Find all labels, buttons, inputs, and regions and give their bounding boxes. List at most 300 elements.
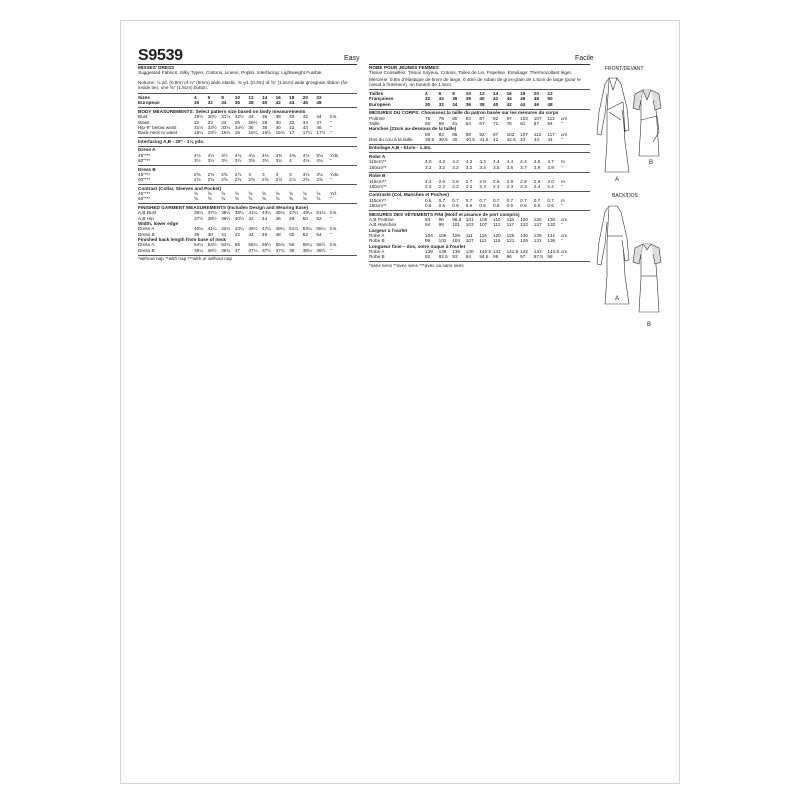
- value-cell: 40: [452, 136, 458, 142]
- pattern-code: S9539: [138, 47, 183, 64]
- value-cell: 4⅛: [248, 152, 255, 158]
- value-cell: 3¾: [275, 157, 283, 163]
- value-cell: 130: [547, 216, 556, 222]
- value-cell: ⅝: [261, 196, 266, 202]
- value-cell: 4⅜: [289, 152, 296, 158]
- dos-row: [369, 137, 590, 142]
- value-cell: 81: [520, 120, 526, 126]
- value-cell: 2⅝: [207, 177, 215, 183]
- value-cell: 83: [465, 115, 471, 121]
- value-cell: 36: [465, 101, 471, 107]
- value-cell: 32½: [234, 114, 244, 120]
- value-cell: 3¾: [261, 157, 269, 163]
- unit-cell: ": [329, 130, 332, 136]
- value-cell: 58: [438, 120, 444, 126]
- right-footnote: *sans sens **avec sens ***avec ou sans sens: [369, 261, 590, 268]
- right-title: ROBE POUR JEUNES FEMMES: [369, 65, 439, 70]
- value-cell: ⅝: [194, 191, 198, 197]
- value-cell: 2.2: [452, 183, 459, 189]
- row-label: 60"***: [138, 157, 151, 163]
- value-cell: 42: [492, 136, 499, 142]
- value-cell: 97: [520, 254, 526, 260]
- value-cell: 112: [533, 131, 542, 137]
- value-cell: 44: [289, 100, 295, 106]
- value-cell: 36: [234, 100, 240, 106]
- row-label: Hip-9" below waist: [138, 124, 177, 130]
- value-cell: 3.2: [465, 164, 473, 170]
- value-cell: 102: [506, 131, 515, 137]
- value-cell: 40: [275, 124, 281, 130]
- row-label: Bust: [138, 114, 148, 120]
- value-cell: 80: [452, 115, 458, 121]
- value-cell: 138: [425, 249, 433, 255]
- value-cell: 50: [547, 96, 553, 102]
- table-row: [369, 184, 590, 189]
- value-cell: 15¾: [221, 130, 231, 136]
- value-cell: 44: [533, 136, 539, 142]
- value-cell: 2.6: [438, 178, 446, 184]
- value-cell: 38: [479, 101, 485, 107]
- value-cell: 92: [479, 131, 485, 137]
- value-cell: 2⅝: [194, 171, 201, 177]
- value-cell: 4⅛: [302, 152, 310, 158]
- value-cell: 3.7: [520, 164, 527, 170]
- value-cell: 107: [479, 222, 488, 228]
- table-row: [138, 196, 357, 201]
- value-cell: 40.5: [465, 136, 475, 142]
- entoilage-title: Entoilage A,B - 51cm - 1.3m.: [369, 145, 432, 151]
- left-title: MISSES' DRESS: [138, 65, 175, 70]
- value-cell: 31½: [221, 114, 231, 120]
- value-cell: 2.3: [520, 183, 527, 189]
- unit-cell: Yd.: [329, 191, 337, 197]
- unit-cell: ": [329, 177, 332, 183]
- value-cell: 0.7: [465, 197, 473, 203]
- row-label: 115cm**: [369, 197, 387, 203]
- value-cell: 3.2: [425, 164, 432, 170]
- value-cell: 4.4: [492, 159, 500, 165]
- value-cell: 16½: [261, 130, 272, 136]
- value-cell: 38: [261, 124, 268, 130]
- row-label: A,B Bust: [138, 210, 157, 216]
- value-cell: 38: [248, 100, 254, 106]
- right-finished-bust-hip: [369, 217, 590, 228]
- hanches-label: Hanches (23cm au-dessous de la taille): [369, 126, 457, 132]
- value-cell: 38½: [316, 247, 326, 253]
- unit-cell: cm: [560, 131, 568, 137]
- value-cell: 40½: [234, 215, 244, 221]
- left-fabrics: Suggested Fabrics: Silky Types, Cottons, Linens, Poplin. Interfacing: Lightweight Fusible.: [138, 70, 323, 76]
- value-cell: 46: [316, 124, 322, 130]
- value-cell: 141: [547, 233, 556, 238]
- value-cell: 107: [533, 115, 542, 121]
- value-cell: 40: [207, 231, 213, 237]
- value-cell: 2⅞: [289, 177, 296, 183]
- value-cell: 4½: [207, 152, 215, 158]
- left-footnote: *without nap **with nap ***with or without nap: [138, 255, 357, 262]
- value-cell: 0.6: [425, 203, 432, 209]
- unit-cell: Ins.: [329, 242, 338, 248]
- value-cell: 2⅝: [316, 177, 323, 183]
- european-row: European 30 32 34 36 38 40 42 44 46 48: [138, 100, 357, 105]
- value-cell: 6: [207, 94, 211, 100]
- value-cell: 39¼: [234, 210, 244, 216]
- row-label: Robe B: [369, 238, 385, 244]
- row-label: A,B Poitrine: [369, 216, 394, 222]
- unit-cell: ": [329, 231, 332, 237]
- value-cell: 42: [302, 114, 308, 120]
- right-sizes-table: Tailles 4 6 8 10 12 14 16 18 20 22 Françaises 32 34 36 38 40 42 44 46 48 50 Européen 30 32 34 36 38 40 42 44 46 48: [369, 89, 590, 107]
- value-cell: 111: [479, 238, 487, 244]
- technical-drawings: [595, 72, 665, 332]
- robe-b-label: Robe B: [369, 173, 386, 179]
- value-cell: 2⅝: [302, 177, 310, 183]
- table-row: [369, 238, 590, 243]
- value-cell: 37¼: [248, 247, 258, 253]
- value-cell: 40: [492, 101, 499, 107]
- value-cell: 36¼: [194, 210, 204, 216]
- unit-cell: ": [560, 238, 563, 244]
- value-cell: 41¼: [248, 210, 258, 216]
- value-cell: 0.6: [506, 203, 514, 209]
- value-cell: 39: [194, 231, 200, 237]
- value-cell: ⅝: [289, 191, 294, 197]
- value-cell: 34: [248, 114, 254, 120]
- value-cell: 80: [425, 131, 431, 137]
- value-cell: 0.7: [533, 197, 541, 203]
- width-label: Width, lower edge: [138, 220, 179, 226]
- value-cell: 3½: [234, 157, 242, 163]
- value-cell: 109: [452, 233, 461, 238]
- value-cell: 4⅛: [302, 157, 310, 163]
- value-cell: 117: [547, 131, 555, 137]
- value-cell: 48: [289, 215, 295, 221]
- value-cell: 2⅞: [275, 177, 283, 183]
- value-cell: 42¼: [221, 226, 231, 232]
- longueur-label: Longueur finie – dos, votre nuque à l'ourlet: [369, 243, 466, 249]
- value-cell: 10: [465, 90, 471, 96]
- value-cell: 44: [302, 124, 308, 130]
- value-cell: 32½: [207, 124, 217, 130]
- value-cell: ⅝: [302, 191, 307, 197]
- value-cell: 126: [520, 238, 528, 244]
- value-cell: 105: [479, 216, 488, 222]
- value-cell: 142: [520, 249, 528, 255]
- value-cell: 26½: [248, 119, 258, 125]
- value-cell: 112: [492, 222, 501, 228]
- body-measurements: [138, 114, 357, 135]
- value-cell: 120: [520, 216, 528, 222]
- value-cell: 2.3: [479, 183, 486, 189]
- value-cell: 40¼: [194, 226, 204, 232]
- value-cell: 38: [275, 114, 281, 120]
- value-cell: 4.0: [425, 159, 432, 165]
- value-cell: 55¼: [316, 226, 326, 232]
- row-label: 60"***: [138, 177, 151, 183]
- unit-cell: Yds.: [329, 152, 340, 158]
- value-cell: 125: [533, 216, 542, 222]
- value-cell: 92: [425, 254, 431, 260]
- value-cell: 94.5: [479, 254, 489, 260]
- value-cell: 39½: [221, 215, 231, 221]
- row-label: Robe A: [369, 233, 385, 238]
- value-cell: ⅝: [234, 196, 239, 202]
- value-cell: ⅝: [275, 196, 280, 202]
- robe-a-label: Robe A: [369, 153, 386, 159]
- dress-b-label: Dress B: [138, 166, 156, 172]
- value-cell: 0.6: [479, 203, 486, 209]
- value-cell: 2.4: [425, 178, 432, 184]
- row-label: Robe B: [369, 254, 385, 260]
- unit-cell: ": [329, 124, 332, 130]
- value-cell: 3.9: [533, 164, 541, 170]
- value-cell: 2.3: [506, 183, 514, 189]
- value-cell: 15½: [207, 130, 217, 136]
- level-en: Easy: [344, 55, 360, 62]
- value-cell: 97.5: [533, 254, 543, 260]
- value-cell: 48: [316, 100, 322, 106]
- value-cell: 2.4: [547, 183, 554, 189]
- unit-cell: ": [560, 164, 563, 170]
- table-row: [369, 203, 590, 208]
- right-fabrics: Tissus Conseillés: Tissus Soyeux, Cotons, Toiles de Lin, Popeline. Entoilage: Thermocollant léger.: [369, 70, 573, 76]
- value-cell: 3.6: [506, 164, 514, 170]
- unit-cell: Yds.: [329, 171, 340, 177]
- value-cell: 139: [452, 249, 461, 255]
- unit-cell: m: [560, 178, 565, 184]
- front-dress-a-drawing: [597, 78, 629, 172]
- value-cell: 96: [506, 254, 512, 260]
- left-notions: Notions: ⅞ yd. (0.8m) of ¼" (6mm) wide elastic, ⅜ yd. (0.4m) of ⅝" (1.5cm) wide grosgrain ribbon (for inside tie), one ⅝" (1.5cm) button.: [138, 79, 348, 91]
- table-row: [138, 248, 357, 253]
- value-cell: ⅝: [289, 196, 294, 202]
- value-cell: 94: [465, 254, 471, 260]
- value-cell: 2.8: [506, 178, 514, 184]
- value-cell: 2⅝: [261, 177, 269, 183]
- value-cell: 43: [520, 136, 526, 142]
- unit-cell: ": [560, 222, 563, 228]
- value-cell: 97: [506, 115, 512, 121]
- value-cell: 2.4: [533, 183, 541, 189]
- table-row: [138, 177, 357, 182]
- value-cell: 116: [506, 216, 515, 222]
- value-cell: 47¼: [289, 210, 299, 216]
- unit-cell: ": [560, 120, 563, 126]
- back-label-b: B: [647, 322, 652, 328]
- value-cell: 116: [492, 238, 501, 244]
- row-label: A,B Hip: [138, 215, 154, 221]
- value-cell: 38.5: [425, 136, 435, 142]
- value-cell: 38: [465, 96, 471, 102]
- largeur-rows: [369, 233, 590, 244]
- value-cell: 2.2: [438, 183, 446, 189]
- front-title: FRONT/DEVANT: [605, 66, 644, 72]
- row-label: A,B Hanches: [369, 222, 397, 228]
- contraste-yardage: [369, 198, 590, 209]
- value-cell: 36½: [207, 247, 217, 253]
- value-cell: 39.5: [438, 136, 448, 142]
- value-cell: 41¼: [207, 226, 217, 232]
- value-cell: 112: [547, 115, 555, 121]
- back-length-label: Finished back length from base of neck: [138, 237, 227, 242]
- value-cell: 31½: [194, 124, 204, 130]
- value-cell: 42: [506, 101, 512, 107]
- value-cell: 2.6: [452, 178, 459, 184]
- value-cell: 18: [520, 90, 526, 96]
- value-cell: 24: [221, 119, 227, 125]
- value-cell: 51¼: [289, 226, 299, 232]
- value-cell: 41: [221, 231, 227, 237]
- row-label: 115cm**: [369, 159, 387, 165]
- value-cell: 50: [289, 231, 295, 237]
- row-label: 45"***: [138, 171, 151, 177]
- value-cell: 92: [492, 115, 499, 121]
- right-finished-title: MESURES DES VÊTEMENTS FINI (Motif et aisance de port compris): [369, 211, 520, 217]
- value-cell: 0.6: [492, 203, 500, 209]
- value-cell: 34: [452, 101, 458, 107]
- value-cell: ⅝: [248, 196, 253, 202]
- value-cell: ⅝: [221, 191, 226, 197]
- value-cell: 43¼: [234, 226, 244, 232]
- value-cell: 64: [465, 120, 471, 126]
- value-cell: 38½: [207, 215, 217, 221]
- value-cell: 67: [479, 120, 485, 126]
- value-cell: 3½: [194, 157, 201, 163]
- value-cell: 2.3: [492, 183, 500, 189]
- value-cell: 106: [438, 233, 447, 238]
- value-cell: 29½: [194, 114, 204, 120]
- value-cell: 121: [506, 238, 515, 244]
- value-cell: 107: [465, 238, 474, 244]
- value-cell: 102: [438, 238, 447, 244]
- row-label: Dress B: [138, 231, 155, 237]
- value-cell: 30: [194, 100, 200, 106]
- value-cell: 3½: [207, 157, 215, 163]
- value-cell: 20: [533, 90, 539, 96]
- interfacing-title: Interfacing A,B - 20" - 1⅛ yds.: [138, 138, 205, 144]
- dress-a-yardage: [138, 153, 357, 164]
- value-cell: 83: [438, 131, 444, 137]
- value-cell: 36: [261, 114, 268, 120]
- value-cell: 55½: [261, 242, 272, 248]
- value-cell: 3: [275, 171, 279, 177]
- value-cell: 34: [438, 96, 444, 102]
- value-cell: 71: [492, 120, 499, 126]
- value-cell: 0.6: [547, 203, 554, 209]
- value-cell: 30½: [207, 114, 217, 120]
- value-cell: 85: [452, 131, 458, 137]
- value-cell: 4⅜: [275, 152, 283, 158]
- front-label-b: B: [649, 160, 654, 166]
- value-cell: 2⅝: [234, 177, 242, 183]
- value-cell: ⅝: [194, 196, 198, 202]
- value-cell: 54¾: [221, 242, 231, 248]
- value-cell: 5⅛: [316, 152, 323, 158]
- value-cell: 54½: [207, 242, 217, 248]
- value-cell: 56: [425, 120, 431, 126]
- value-cell: 37: [234, 247, 240, 253]
- value-cell: 140.5: [479, 249, 492, 255]
- value-cell: 4.4: [506, 159, 514, 165]
- value-cell: 143: [533, 249, 542, 255]
- value-cell: 76: [506, 120, 512, 126]
- value-cell: 47¼: [261, 226, 272, 232]
- value-cell: 30: [425, 101, 431, 107]
- value-cell: 111: [465, 233, 473, 238]
- value-cell: ⅝: [207, 191, 212, 197]
- value-cell: 16: [275, 94, 281, 100]
- value-cell: 117: [506, 222, 515, 228]
- value-cell: 4: [425, 90, 428, 96]
- value-cell: 12: [248, 94, 254, 100]
- value-cell: 78: [438, 115, 444, 121]
- row-label: Dress B: [138, 247, 155, 253]
- largeur-label: Largeur à l'ourlet: [369, 227, 408, 233]
- value-cell: 2.8: [479, 178, 486, 184]
- finished-width: [138, 226, 357, 237]
- unit-cell: ": [329, 247, 332, 253]
- row-label: Waist: [138, 119, 150, 125]
- row-label: 150cm**: [369, 203, 387, 209]
- value-cell: 4⅛: [316, 157, 323, 163]
- row-label: Dress A: [138, 226, 155, 232]
- value-cell: 0.7: [452, 197, 459, 203]
- value-cell: 87: [479, 115, 485, 121]
- value-cell: 38: [289, 247, 295, 253]
- unit-cell: Ins.: [329, 114, 338, 120]
- value-cell: 51¼: [316, 210, 326, 216]
- unit-cell: cm: [560, 115, 568, 121]
- english-column: [138, 65, 357, 262]
- value-cell: 46: [302, 100, 308, 106]
- unit-cell: ": [329, 157, 332, 163]
- value-cell: 38¼: [221, 210, 231, 216]
- value-cell: ⅝: [248, 191, 253, 197]
- value-cell: 104: [425, 233, 433, 238]
- value-cell: 131: [533, 238, 542, 244]
- value-cell: 4⅛: [194, 152, 201, 158]
- value-cell: 56¼: [302, 242, 312, 248]
- contraste-title: Contraste (Col, Manches et Poches): [369, 192, 449, 198]
- value-cell: 53¼: [302, 226, 312, 232]
- value-cell: 32: [438, 101, 444, 107]
- value-cell: 122: [520, 222, 528, 228]
- row-label: Back-neck to waist: [138, 130, 178, 136]
- value-cell: 2⅝: [194, 177, 201, 183]
- value-cell: 135: [533, 233, 542, 238]
- value-cell: 44: [261, 215, 268, 221]
- back-dress-b-drawing: [633, 244, 661, 312]
- french-column: [369, 65, 590, 268]
- value-cell: 16¾: [275, 130, 285, 136]
- value-cell: 0.7: [492, 197, 500, 203]
- table-row: [369, 222, 590, 227]
- value-cell: ⅝: [261, 191, 266, 197]
- value-cell: 8: [452, 90, 455, 96]
- value-cell: 54: [316, 231, 322, 237]
- value-cell: 42: [275, 100, 281, 106]
- value-cell: 4.4: [520, 159, 527, 165]
- value-cell: 55¼: [248, 242, 258, 248]
- value-cell: 49¼: [302, 210, 312, 216]
- unit-cell: cm: [560, 216, 568, 222]
- value-cell: 34½: [234, 124, 244, 130]
- unit-cell: ": [560, 183, 563, 189]
- value-cell: 107: [520, 131, 528, 137]
- value-cell: 14: [492, 90, 499, 96]
- value-cell: 88: [465, 131, 471, 137]
- table-row: [138, 130, 357, 135]
